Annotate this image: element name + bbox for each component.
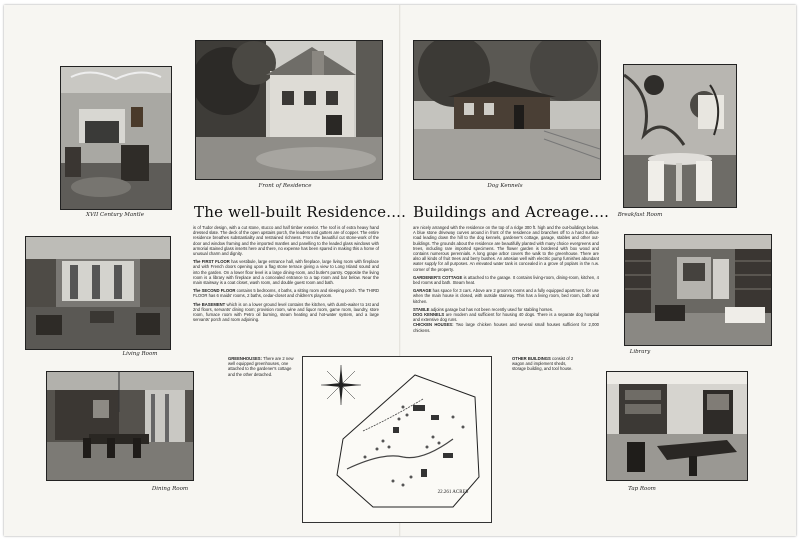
caption-tap-room: Tap Room	[628, 486, 656, 492]
basement-paragraph	[193, 302, 379, 323]
acreage-heading: Buildings and Acreage....	[413, 203, 610, 221]
first-floor-label: The FIRST FLOOR	[193, 259, 230, 265]
acreage-intro: are nicely arranged with the residence on the top of a ridge 300 ft. high and the out-buildings below. A blue stone driveway curves around in front of the residence and branches off to a hard surface road leading down the hill to the dog kennels, gardener's cottage, garage, stables and other out-buildings. The grounds about the residence are beautifully planted with many choice evergreens and trees, including rare imported specimens. The flower garden is bordered with box wood and contains numerous perennials. A long grape arbor covers the walk to the greenhouse. There are also all kinds of fruit trees and berry bushes. An artesian well with electric pump furnishes abundant water supply for all purposes. An elevated water tank is concealed in a grove of poplars in the n.w. corner of the property.	[413, 225, 599, 272]
residence-intro: is of Tudor design, with a cut stone, stucco and half timber exterior. The roof is of extra heavy hand dressed slate. The deck of the open upstairs porch, the leaders and gutters are of copper. The entire residence breathes substantiality and restrained richness. From the beautiful cut stone-work of the door and window framing and the imported mantles and panelling to the leaded glass windows with armorial stained glass inserts here and there, no expense has been spared in making this a home of unusual charm and dignity.	[193, 225, 379, 257]
second-floor-text: contains 5 bedrooms, 4 baths, a sitting room and sleeping porch. The THIRD FLOOR has 6 maids' rooms, 2 baths, cedar-closet and children's playroom.	[193, 288, 379, 299]
caption-breakfast-room: Breakfast Room	[617, 212, 663, 218]
breakfast-room-photo	[623, 64, 737, 208]
mantle-photo	[60, 66, 172, 210]
dog-kennels-photo	[413, 40, 601, 180]
second-floor-paragraph	[193, 288, 379, 298]
compass-rose-icon	[321, 365, 361, 405]
library-photo	[624, 234, 772, 346]
greenhouses-text: There are 2 new well equipped greenhouses, one attached to the gardener's cottage and the other detached.	[228, 356, 294, 377]
gardeners-cottage-text: is attached to the garage. It contains living-room, dining-room, kitchen, 4 bed rooms and bath. Steam heat.	[413, 274, 600, 286]
other-buildings-label: OTHER BUILDINGS	[512, 356, 551, 361]
chicken-houses-text: Two large chicken houses and several small houses sufficient for 2,000 chickens.	[413, 322, 599, 333]
greenhouses-label: GREENHOUSES:	[228, 356, 262, 361]
garage-text: has space for 3 cars. Above are 2 groom's rooms and a fully equipped apartment, for use when the main house is closed, with outside stairway. This has a living room, bed room, bath and kitchen.	[413, 288, 599, 304]
map-acreage-label: 22.261 ACRES	[437, 490, 469, 495]
gardeners-cottage-paragraph	[413, 275, 599, 285]
caption-living-room: Living Room	[122, 351, 158, 357]
basement-label: The BASEMENT	[193, 301, 226, 307]
other-buildings-text: consist of 2 wagon and implement sheds, storage building, and tool house.	[512, 356, 574, 372]
caption-dog-kennels: Dog Kennels	[487, 183, 523, 189]
residence-heading: The well-built Residence....	[194, 203, 407, 221]
acreage-body	[413, 225, 599, 333]
stable-label: STABLE	[413, 306, 430, 312]
dog-kennels-text: are modern and sufficient for housing 40 dogs. There is a separate dog hospital and extensive dog runs.	[413, 312, 599, 323]
caption-front-of-residence: Front of Residence	[258, 183, 312, 189]
stable-text: adjoins garage but has not been recently used for stabling horses.	[430, 306, 554, 312]
first-floor-text: has vestibule, large entrance hall, with fireplace, large living room with fireplace and with French doors opening upon a flag stone terrace giving a view to Long Island sound and into the garden. On a lower floor level is a large dining-room, and butler's pantry. Opposite the living room is a library with fireplace and a concealed entrance to a tap room and bar below. Near the main stairway is a coat closet, wash room, and double guest room and bath.	[193, 259, 379, 286]
greenhouses-note	[228, 356, 298, 377]
dog-kennels-label: DOG KENNELS	[413, 312, 445, 318]
front-of-residence-photo	[195, 40, 383, 180]
second-floor-label: The SECOND FLOOR	[193, 288, 236, 294]
chicken-houses-label: CHICKEN HOUSES:	[413, 322, 454, 328]
dining-room-photo	[46, 371, 194, 481]
first-floor-paragraph	[193, 259, 379, 285]
dog-kennels-paragraph	[413, 312, 599, 322]
tap-room-photo	[606, 371, 748, 481]
garage-paragraph	[413, 288, 599, 304]
caption-dining-room: Dining Room	[151, 486, 189, 492]
residence-body	[193, 225, 379, 322]
gardeners-cottage-label: GARDENER'S COTTAGE	[413, 274, 463, 280]
caption-library: Library	[629, 349, 651, 355]
caption-mantle: XVII Century Mantle	[86, 212, 144, 218]
chicken-houses-paragraph	[413, 322, 599, 332]
other-buildings-note	[512, 356, 578, 372]
living-room-photo	[25, 236, 171, 350]
property-map	[302, 356, 492, 523]
garage-label: GARAGE	[413, 288, 432, 294]
basement-text: which is on a lower ground level contains the kitchen, with dumb-waiter to 1st and 2nd floors, servants' dining room; provision room, wine and liquor room, game room, laundry, store room, furnace room with Petro oil burning, steam heating and hot-water system, and a large servants' porch and room adjoining.	[193, 301, 379, 323]
